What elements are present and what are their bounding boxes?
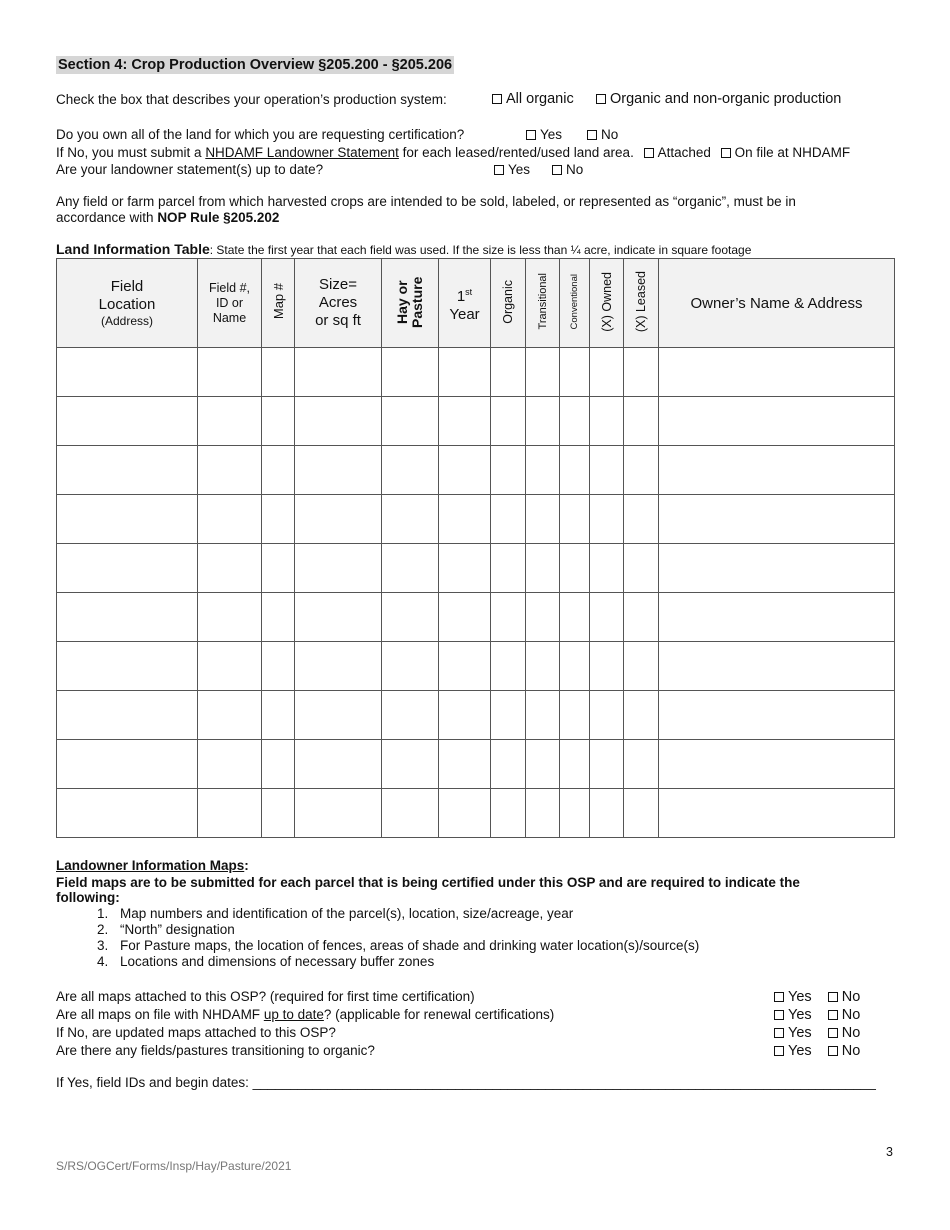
statement-uptodate-row — [56, 162, 584, 177]
transitioning-no[interactable]: No — [828, 1043, 861, 1059]
statement-uptodate-question: Are your landowner statement(s) up to date? — [56, 162, 324, 177]
field-ids-label: If Yes, field IDs and begin dates: — [56, 1075, 249, 1090]
table-cell[interactable] — [262, 348, 295, 397]
maps-uptodate-yes-checkbox[interactable] — [774, 1010, 784, 1020]
table-cell[interactable] — [526, 789, 560, 838]
table-cell[interactable] — [295, 348, 382, 397]
land-table-caption: Land Information Table: State the first year that each field was used. If the size is less than ¼ acre, indicate in square footage — [56, 241, 752, 257]
all-organic-checkbox[interactable] — [492, 94, 502, 104]
table-cell[interactable] — [382, 446, 439, 495]
updated-maps-no[interactable]: No — [828, 1025, 861, 1041]
table-cell[interactable] — [560, 446, 590, 495]
table-cell[interactable] — [590, 397, 624, 446]
maps-uptodate-yes[interactable]: Yes — [774, 1007, 812, 1023]
table-cell[interactable] — [262, 495, 295, 544]
table-cell[interactable] — [439, 348, 491, 397]
table-cell[interactable] — [295, 740, 382, 789]
list-item: 2. “North” designation — [112, 922, 699, 938]
header-hay-pasture: Hay or Pasture — [382, 259, 439, 348]
table-cell[interactable] — [491, 642, 526, 691]
header-owner: Owner’s Name & Address — [659, 259, 895, 348]
table-cell[interactable] — [590, 691, 624, 740]
land-information-table — [56, 258, 895, 838]
table-row — [57, 495, 895, 544]
table-cell[interactable] — [659, 397, 895, 446]
table-cell[interactable] — [295, 544, 382, 593]
table-cell[interactable] — [198, 593, 262, 642]
header-organic: Organic — [491, 259, 526, 348]
table-cell[interactable] — [439, 544, 491, 593]
updated-maps-yes-checkbox[interactable] — [774, 1028, 784, 1038]
table-cell[interactable] — [57, 691, 198, 740]
table-cell[interactable] — [624, 397, 659, 446]
header-first-year: 1st Year — [439, 259, 491, 348]
field-ids-input[interactable]: ___________________________________________________________________________________ — [252, 1075, 876, 1090]
table-cell[interactable] — [57, 642, 198, 691]
list-item: 1. Map numbers and identification of the parcel(s), location, size/acreage, year — [112, 906, 699, 922]
maps-attached-question-row: Are all maps attached to this OSP? (required for first time certification) Yes No — [56, 989, 861, 1005]
table-cell[interactable] — [198, 740, 262, 789]
table-cell[interactable] — [57, 544, 198, 593]
table-cell[interactable] — [560, 495, 590, 544]
table-cell[interactable] — [382, 740, 439, 789]
table-cell[interactable] — [560, 642, 590, 691]
maps-title: Landowner Information Maps — [56, 858, 245, 873]
table-cell[interactable] — [439, 446, 491, 495]
table-cell[interactable] — [590, 544, 624, 593]
table-cell[interactable] — [659, 789, 895, 838]
table-cell[interactable] — [439, 495, 491, 544]
own-land-no-checkbox[interactable] — [587, 130, 597, 140]
table-cell[interactable] — [526, 446, 560, 495]
table-cell[interactable] — [624, 348, 659, 397]
table-cell[interactable] — [624, 789, 659, 838]
table-cell[interactable] — [526, 691, 560, 740]
table-cell[interactable] — [382, 691, 439, 740]
table-cell[interactable] — [295, 446, 382, 495]
header-size: Size= Acres or sq ft — [295, 259, 382, 348]
table-cell[interactable] — [624, 446, 659, 495]
table-cell[interactable] — [659, 446, 895, 495]
table-cell[interactable] — [526, 348, 560, 397]
table-cell[interactable] — [624, 642, 659, 691]
statement-attached[interactable]: Attached — [644, 145, 711, 160]
table-cell[interactable] — [382, 593, 439, 642]
table-cell[interactable] — [491, 495, 526, 544]
table-cell[interactable] — [382, 544, 439, 593]
table-cell[interactable] — [560, 789, 590, 838]
maps-uptodate-no[interactable]: No — [828, 1007, 861, 1023]
table-row — [57, 397, 895, 446]
table-cell[interactable] — [624, 495, 659, 544]
own-land-question: Do you own all of the land for which you are requesting certification? — [56, 127, 465, 142]
all-organic-option[interactable]: All organic — [492, 91, 574, 107]
table-cell[interactable] — [526, 397, 560, 446]
table-cell[interactable] — [262, 789, 295, 838]
nop-rule: NOP Rule §205.202 — [157, 210, 280, 225]
statement-on-file-checkbox[interactable] — [721, 148, 731, 158]
table-row — [57, 348, 895, 397]
table-cell[interactable] — [491, 446, 526, 495]
table-cell[interactable] — [590, 348, 624, 397]
table-cell[interactable] — [262, 397, 295, 446]
maps-attached-no-checkbox[interactable] — [828, 992, 838, 1002]
maps-attached-yes[interactable]: Yes — [774, 989, 812, 1005]
table-cell[interactable] — [659, 593, 895, 642]
table-row — [57, 789, 895, 838]
table-cell[interactable] — [590, 446, 624, 495]
table-row — [57, 642, 895, 691]
landowner-statement-link[interactable]: NHDAMF Landowner Statement — [205, 145, 399, 160]
transitioning-no-checkbox[interactable] — [828, 1046, 838, 1056]
table-cell[interactable] — [491, 740, 526, 789]
organic-note: Any field or farm parcel from which harvested crops are intended to be sold, labeled, or represented as “organic”, must be in accordance with NOP Rule §205.202 — [56, 194, 796, 225]
statement-on-file[interactable]: On file at NHDAMF — [721, 145, 851, 160]
header-field-id: Field #, ID or Name — [198, 259, 262, 348]
table-cell[interactable] — [659, 691, 895, 740]
form-code: S/RS/OGCert/Forms/Insp/Hay/Pasture/2021 — [56, 1159, 292, 1173]
table-cell[interactable] — [439, 740, 491, 789]
land-table-body — [57, 348, 895, 838]
section-title: Section 4: Crop Production Overview §205.200 - §205.206 — [58, 57, 453, 73]
header-map: Map # — [262, 259, 295, 348]
table-cell[interactable] — [590, 789, 624, 838]
table-cell[interactable] — [491, 397, 526, 446]
table-cell[interactable] — [57, 593, 198, 642]
table-cell[interactable] — [262, 544, 295, 593]
table-cell[interactable] — [659, 348, 895, 397]
maps-section-header: Landowner Information Maps: Field maps are to be submitted for each parcel that is being certified under this OSP and are required to indicate the following: — [56, 858, 856, 905]
table-cell[interactable] — [590, 593, 624, 642]
table-cell[interactable] — [295, 789, 382, 838]
own-land-row — [56, 127, 619, 142]
table-cell[interactable] — [198, 495, 262, 544]
table-cell[interactable] — [57, 495, 198, 544]
table-cell[interactable] — [491, 348, 526, 397]
uptodate-yes[interactable]: Yes — [494, 162, 530, 177]
transitioning-yes-checkbox[interactable] — [774, 1046, 784, 1056]
mixed-production-option[interactable]: Organic and non-organic production — [596, 91, 841, 107]
table-cell[interactable] — [560, 593, 590, 642]
table-cell[interactable] — [526, 593, 560, 642]
table-cell[interactable] — [491, 789, 526, 838]
table-cell[interactable] — [57, 397, 198, 446]
table-cell[interactable] — [262, 642, 295, 691]
transitioning-yes[interactable]: Yes — [774, 1043, 812, 1059]
maps-instruction: Field maps are to be submitted for each parcel that is being certified under this OSP and are required to indicate the following: — [56, 875, 800, 905]
table-cell[interactable] — [560, 348, 590, 397]
table-cell[interactable] — [198, 642, 262, 691]
table-cell[interactable] — [439, 593, 491, 642]
header-owned: (X) Owned — [590, 259, 624, 348]
own-land-no[interactable]: No — [587, 127, 618, 142]
header-conventional: Conventional — [560, 259, 590, 348]
maps-uptodate-question-row: Are all maps on file with NHDAMF up to date? (applicable for renewal certifications) Yes No — [56, 1007, 861, 1023]
table-cell[interactable] — [590, 642, 624, 691]
list-item: 4. Locations and dimensions of necessary buffer zones — [112, 954, 699, 970]
table-cell[interactable] — [262, 446, 295, 495]
production-question: Check the box that describes your operation’s production system: — [56, 92, 447, 107]
table-cell[interactable] — [590, 740, 624, 789]
updated-maps-yes[interactable]: Yes — [774, 1025, 812, 1041]
table-cell[interactable] — [659, 495, 895, 544]
table-row — [57, 446, 895, 495]
table-cell[interactable] — [439, 642, 491, 691]
table-cell[interactable] — [295, 495, 382, 544]
field-ids-row — [56, 1075, 892, 1090]
table-cell[interactable] — [262, 593, 295, 642]
table-cell[interactable] — [295, 642, 382, 691]
table-cell[interactable] — [198, 348, 262, 397]
table-cell[interactable] — [198, 691, 262, 740]
table-cell[interactable] — [491, 593, 526, 642]
table-cell[interactable] — [526, 544, 560, 593]
header-transitional: Transitional — [526, 259, 560, 348]
table-cell[interactable] — [491, 544, 526, 593]
table-cell[interactable] — [262, 691, 295, 740]
production-system-row — [56, 91, 842, 107]
table-cell[interactable] — [295, 691, 382, 740]
table-cell[interactable] — [526, 740, 560, 789]
table-cell[interactable] — [491, 691, 526, 740]
table-cell[interactable] — [439, 397, 491, 446]
table-cell[interactable] — [295, 397, 382, 446]
table-cell[interactable] — [439, 691, 491, 740]
table-cell[interactable] — [262, 740, 295, 789]
table-cell[interactable] — [198, 397, 262, 446]
table-cell[interactable] — [526, 642, 560, 691]
table-row — [57, 740, 895, 789]
table-cell[interactable] — [198, 789, 262, 838]
table-cell[interactable] — [295, 593, 382, 642]
table-row — [57, 691, 895, 740]
table-cell[interactable] — [624, 544, 659, 593]
header-leased: (X) Leased — [624, 259, 659, 348]
table-cell[interactable] — [590, 495, 624, 544]
table-cell[interactable] — [560, 544, 590, 593]
table-cell[interactable] — [659, 544, 895, 593]
table-cell[interactable] — [382, 348, 439, 397]
uptodate-yes-checkbox[interactable] — [494, 165, 504, 175]
page-number: 3 — [886, 1145, 893, 1159]
uptodate-no[interactable]: No — [552, 162, 583, 177]
table-row — [57, 593, 895, 642]
header-field-location: Field Location (Address) — [57, 259, 198, 348]
table-cell[interactable] — [624, 593, 659, 642]
table-cell[interactable] — [624, 691, 659, 740]
table-cell[interactable] — [560, 691, 590, 740]
maps-attached-no[interactable]: No — [828, 989, 861, 1005]
table-cell[interactable] — [198, 446, 262, 495]
statement-attached-checkbox[interactable] — [644, 148, 654, 158]
transitioning-question-row: Are there any fields/pastures transitioning to organic? Yes No — [56, 1043, 861, 1059]
table-cell[interactable] — [57, 348, 198, 397]
table-row — [57, 544, 895, 593]
table-cell[interactable] — [526, 495, 560, 544]
table-cell[interactable] — [382, 642, 439, 691]
maps-requirements-list — [56, 906, 699, 970]
landowner-statement-row: If No, you must submit a NHDAMF Landowner Statement for each leased/rented/used land area. Attached On file at NHDAMF — [56, 145, 851, 160]
table-cell[interactable] — [57, 789, 198, 838]
uptodate-no-checkbox[interactable] — [552, 165, 562, 175]
table-cell[interactable] — [198, 544, 262, 593]
mixed-production-checkbox[interactable] — [596, 94, 606, 104]
list-item: 3. For Pasture maps, the location of fences, areas of shade and drinking water location(s)/source(s) — [112, 938, 699, 954]
own-land-yes[interactable]: Yes — [526, 127, 562, 142]
maps-uptodate-no-checkbox[interactable] — [828, 1010, 838, 1020]
updated-maps-question-row: If No, are updated maps attached to this OSP? Yes No — [56, 1025, 861, 1041]
table-cell[interactable] — [560, 397, 590, 446]
table-cell[interactable] — [560, 740, 590, 789]
table-cell[interactable] — [659, 740, 895, 789]
table-cell[interactable] — [382, 789, 439, 838]
table-cell[interactable] — [382, 495, 439, 544]
table-cell[interactable] — [382, 397, 439, 446]
updated-maps-no-checkbox[interactable] — [828, 1028, 838, 1038]
maps-attached-yes-checkbox[interactable] — [774, 992, 784, 1002]
table-cell[interactable] — [57, 446, 198, 495]
table-cell[interactable] — [659, 642, 895, 691]
own-land-yes-checkbox[interactable] — [526, 130, 536, 140]
table-cell[interactable] — [624, 740, 659, 789]
table-cell[interactable] — [439, 789, 491, 838]
table-cell[interactable] — [57, 740, 198, 789]
